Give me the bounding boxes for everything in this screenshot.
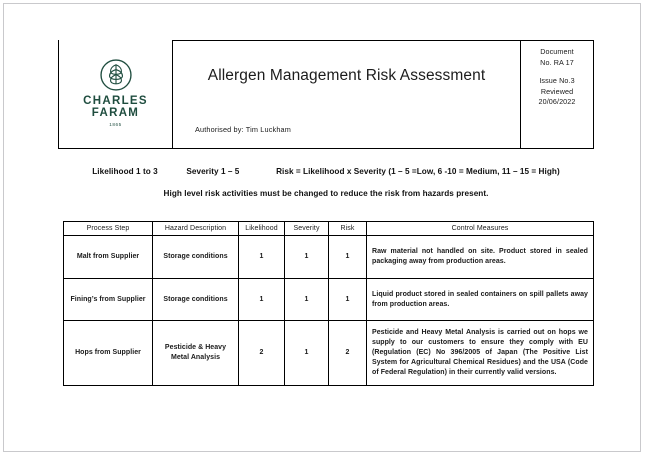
- table-row: [64, 321, 594, 386]
- company-logo: [83, 58, 148, 127]
- table-row: [64, 279, 594, 321]
- table-row: [64, 236, 594, 279]
- cell-risk: 1: [329, 236, 367, 279]
- likelihood-scale: Likelihood 1 to 3: [92, 167, 158, 176]
- cell-process-step: Hops from Supplier: [64, 321, 153, 386]
- col-header-severity: Severity: [285, 222, 329, 236]
- cell-likelihood: 1: [239, 279, 285, 321]
- document-number-label: Document: [540, 47, 574, 56]
- reviewed-label: Reviewed: [540, 86, 574, 96]
- cell-risk: 1: [329, 279, 367, 321]
- cell-hazard-description: Pesticide & Heavy Metal Analysis: [153, 321, 239, 386]
- cell-likelihood: 2: [239, 321, 285, 386]
- document-page: [3, 3, 641, 452]
- cell-control-measures: Pesticide and Heavy Metal Analysis is carried out on hops we supply to our customers to ensure they comply with EU (Regulation (EC) No 396/2005 of Japan (The Positive List System for Agricultural Chemical Residues) and the USA (Code of Federal Regulation) in their currently valid versions.: [367, 321, 594, 386]
- document-header-table: [58, 40, 594, 149]
- cell-process-step: Fining’s from Supplier: [64, 279, 153, 321]
- header-logo-cell: [58, 40, 172, 149]
- doc-info-spacer: [521, 68, 593, 76]
- col-header-likelihood: Likelihood: [239, 222, 285, 236]
- cell-hazard-description: Storage conditions: [153, 279, 239, 321]
- logo-name-line1: CHARLES: [83, 94, 148, 107]
- cell-control-measures: Raw material not handled on site. Product stored in sealed packaging away from production areas.: [367, 236, 594, 279]
- cell-hazard-description: Storage conditions: [153, 236, 239, 279]
- reviewed-date: 20/06/2022: [538, 97, 576, 106]
- logo-name-line2: FARAM: [91, 106, 140, 119]
- col-header-risk: Risk: [329, 222, 367, 236]
- page-title: Allergen Management Risk Assessment: [207, 67, 486, 84]
- col-header-hazard-description: Hazard Description: [153, 222, 239, 236]
- table-header-row: [64, 222, 594, 236]
- severity-scale: Severity 1 – 5: [186, 167, 240, 176]
- cell-likelihood: 1: [239, 236, 285, 279]
- cell-severity: 1: [285, 279, 329, 321]
- cell-severity: 1: [285, 236, 329, 279]
- logo-established-year: 1865: [109, 121, 122, 127]
- header-title-cell: [172, 40, 520, 149]
- hop-cone-in-circle-icon: [99, 58, 133, 92]
- col-header-control-measures: Control Measures: [367, 222, 594, 236]
- cell-control-measures: Liquid product stored in sealed containers on spill pallets away from production areas.: [367, 279, 594, 321]
- header-document-info-cell: [520, 40, 594, 149]
- risk-criteria-block: [58, 167, 594, 198]
- authorised-by: Authorised by: Tim Luckham: [195, 125, 291, 134]
- issue-number: Issue No.3: [539, 76, 575, 85]
- high-risk-warning: High level risk activities must be changed to reduce the risk from hazards present.: [163, 189, 489, 198]
- cell-risk: 2: [329, 321, 367, 386]
- risk-assessment-table: [63, 221, 594, 386]
- cell-process-step: Malt from Supplier: [64, 236, 153, 279]
- col-header-process-step: Process Step: [64, 222, 153, 236]
- risk-formula: Risk = Likelihood x Severity (1 – 5 =Low, 6 -10 = Medium, 11 – 15 = High): [276, 167, 560, 176]
- document-number-value: No. RA 17: [540, 57, 574, 67]
- cell-severity: 1: [285, 321, 329, 386]
- risk-criteria-line: [58, 167, 594, 176]
